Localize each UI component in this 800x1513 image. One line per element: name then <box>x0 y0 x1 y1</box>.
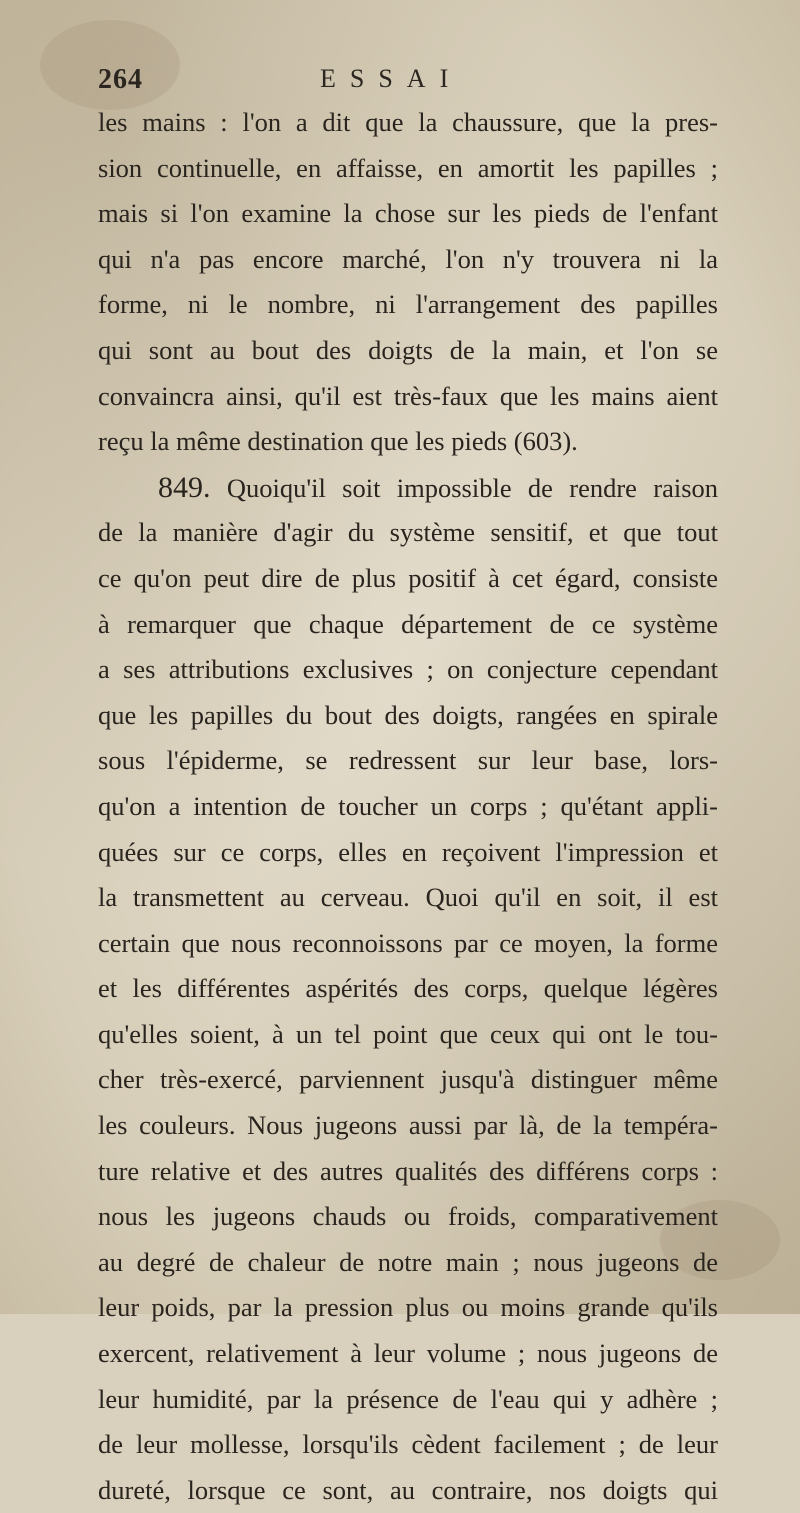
page-number: 264 <box>98 64 143 95</box>
text-line: certain que nous reconnoissons par ce moyen, la forme <box>98 927 718 958</box>
paragraph-start-line <box>98 465 718 511</box>
text-line: ce qu'on peut dire de plus positif à cet égard, consiste <box>98 562 718 593</box>
text-line: les mains : l'on a dit que la chaussure, que la pres- <box>98 107 718 137</box>
text-line: à remarquer que chaque département de ce système <box>98 608 718 639</box>
text-line: les couleurs. Nous jugeons aussi par là, de la tempéra- <box>98 1110 718 1141</box>
text-line: leur poids, par la pression plus ou moins grande qu'ils <box>98 1292 718 1323</box>
paragraph-number: 849. <box>158 470 211 504</box>
text-line: Quoiqu'il soit impossible de rendre raison <box>226 472 719 503</box>
text-line: nous les jugeons chauds ou froids, comparativement <box>98 1201 718 1232</box>
text-line: reçu la même destination que les pieds (603). <box>98 426 578 457</box>
text-line: de leur mollesse, lorsqu'ils cèdent facilement ; de leur <box>98 1429 718 1460</box>
text-line: quées sur ce corps, elles en reçoivent l'impression et <box>98 836 718 867</box>
text-line: au degré de chaleur de notre main ; nous jugeons de <box>98 1246 718 1277</box>
text-line: dureté, lorsque ce sont, au contraire, nos doigts qui <box>98 1474 718 1505</box>
text-line: leur humidité, par la présence de l'eau qui y adhère ; <box>98 1383 718 1414</box>
text-line: que les papilles du bout des doigts, rangées en spirale <box>98 699 718 730</box>
text-line: sous l'épiderme, se redressent sur leur base, lors- <box>98 745 718 776</box>
text-line: sion continuelle, en affaisse, en amortit les papilles ; <box>98 152 718 183</box>
text-line: mais si l'on examine la chose sur les pieds de l'enfant <box>98 198 718 229</box>
page-header <box>98 58 698 98</box>
running-head: ESSAI <box>320 64 463 93</box>
text-line: convaincra ainsi, qu'il est très-faux que les mains aient <box>98 380 718 411</box>
text-line: a ses attributions exclusives ; on conjecture cependant <box>98 654 718 685</box>
text-line: la transmettent au cerveau. Quoi qu'il en soit, il est <box>98 882 718 913</box>
text-line: forme, ni le nombre, ni l'arrangement des papilles <box>98 289 718 320</box>
text-line: exercent, relativement à leur volume ; nous jugeons de <box>98 1338 718 1369</box>
text-line: qui sont au bout des doigts de la main, et l'on se <box>98 334 718 365</box>
text-line: qu'elles soient, à un tel point que ceux qui ont le tou- <box>98 1018 718 1049</box>
text-line: ture relative et des autres qualités des différens corps : <box>98 1155 718 1186</box>
text-line: qui n'a pas encore marché, l'on n'y trouvera ni la <box>98 243 718 274</box>
text-line: de la manière d'agir du système sensitif, et que tout <box>98 517 718 548</box>
text-line: et les différentes aspérités des corps, quelque légères <box>98 973 718 1004</box>
body-text <box>98 100 718 1513</box>
text-line: cher très-exercé, parviennent jusqu'à distinguer même <box>98 1064 718 1095</box>
text-line: qu'on a intention de toucher un corps ; qu'étant appli- <box>98 790 718 821</box>
